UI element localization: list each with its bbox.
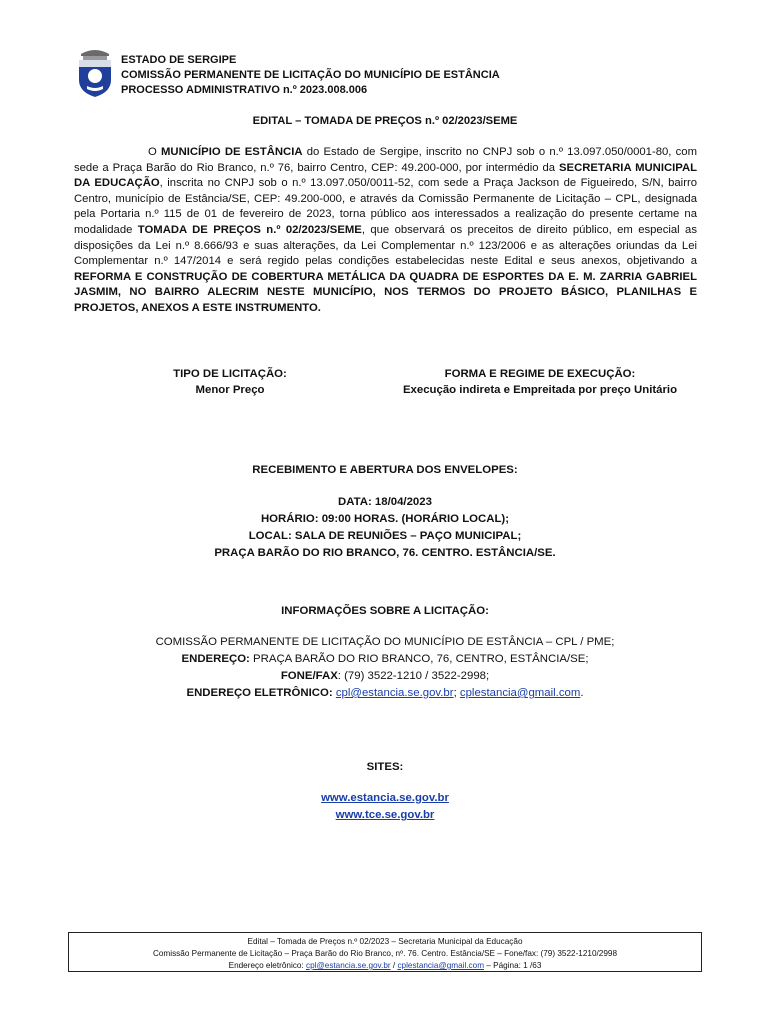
footer-edital: Edital – Tomada de Preços n.º 02/2023 – Secretaria Municipal da Educação: [247, 937, 523, 946]
email-link-cpl[interactable]: cpl@estancia.se.gov.br: [335, 687, 454, 699]
tipo-value: Menor Preço: [195, 384, 265, 396]
recebimento-local: LOCAL: SALA DE REUNIÕES – PAÇO MUNICIPAL;: [248, 530, 522, 542]
footer-contact: Endereço eletrônico: cpl@estancia.se.gov.br / cplestancia@gmail.com – Página: 1 /63: [228, 961, 542, 970]
recebimento-data: DATA: 18/04/2023: [338, 496, 432, 508]
footer-email-gmail[interactable]: cplestancia@gmail.com: [397, 961, 485, 970]
sites-list: [0, 790, 770, 824]
forma-execucao: [380, 366, 700, 398]
site-link-estancia[interactable]: www.estancia.se.gov.br: [321, 792, 449, 804]
informacoes-endereco: ENDEREÇO: PRAÇA BARÃO DO RIO BRANCO, 76, CENTRO, ESTÂNCIA/SE;: [181, 653, 589, 665]
page-footer: [68, 932, 702, 972]
header-state: ESTADO DE SERGIPE: [121, 54, 237, 66]
informacoes-details: [0, 634, 770, 702]
page-number: – Página: 1 /63: [484, 961, 542, 970]
preamble-paragraph: O MUNICÍPIO DE ESTÂNCIA do Estado de Sergipe, inscrito no CNPJ sob o n.º 13.097.050/0001-80, com sede a Praça Barão do Rio Branco, n.º 76, bairro Centro, CEP: 49.200-000, por intermédio da SECRETARIA MUNICIPAL DA EDUCAÇÃO, inscrita no CNPJ sob o n.º 13.097.050/0011-52, com sede a Praça Jackson de Figueiredo, S/N, bairro Centro, município de Estância/SE, CEP: 49.200-000, e através da Comissão Permanente de Licitação – CPL, designada pela Portaria n.º 115 de 01 de fevereiro de 2023, torna público aos interessados a realização do presente certame na modalidade TOMADA DE PREÇOS n.º 02/2023/SEME, que observará os preceitos de direito público, em especial as disposições da Lei n.º 8.666/93 e suas alterações, da Lei Complementar n.º 123/2006 e as alterações oriundas da Lei Complementar n.º 147/2014 e será regido pelas condições estabelecidas neste Edital e seus anexos, objetivando a REFORMA E CONSTRUÇÃO DE COBERTURA METÁLICA DA QUADRA DE ESPORTES DA E. M. ZARRIA GABRIEL JASMIM, NO BAIRRO ALECRIM NESTE MUNICÍPIO, NOS TERMOS DO PROJETO BÁSICO, PLANILHAS E PROJETOS, ANEXOS A ESTE INSTRUMENTO.: [74, 146, 698, 314]
footer-email-cpl[interactable]: cpl@estancia.se.gov.br: [305, 961, 391, 970]
municipal-crest-icon: [75, 46, 115, 98]
sites-heading: SITES:: [366, 761, 404, 773]
header-process: PROCESSO ADMINISTRATIVO n.º 2023.008.006: [121, 84, 368, 96]
site-link-tce[interactable]: www.tce.se.gov.br: [335, 809, 435, 821]
tipo-label: TIPO DE LICITAÇÃO:: [173, 368, 287, 380]
document-title: EDITAL – TOMADA DE PREÇOS n.º 02/2023/SEME: [252, 115, 518, 127]
forma-label: FORMA E REGIME DE EXECUÇÃO:: [444, 368, 636, 380]
recebimento-endereco: PRAÇA BARÃO DO RIO BRANCO, 76. CENTRO. ESTÂNCIA/SE.: [214, 547, 556, 559]
informacoes-email: ENDEREÇO ELETRÔNICO: cpl@estancia.se.gov.br; cplestancia@gmail.com.: [186, 687, 584, 699]
recebimento-details: [0, 494, 770, 562]
informacoes-heading: INFORMAÇÕES SOBRE A LICITAÇÃO:: [281, 605, 489, 617]
informacoes-fone: FONE/FAX: (79) 3522-1210 / 3522-2998;: [280, 670, 490, 682]
footer-address: Comissão Permanente de Licitação – Praça Barão do Rio Branco, nº. 76. Centro. Estância/SE – Fone/fax: (79) 3522-1210/2998: [152, 949, 618, 958]
header-commission: COMISSÃO PERMANENTE DE LICITAÇÃO DO MUNICÍPIO DE ESTÂNCIA: [121, 69, 500, 81]
informacoes-comissao: COMISSÃO PERMANENTE DE LICITAÇÃO DO MUNICÍPIO DE ESTÂNCIA – CPL / PME;: [155, 636, 615, 648]
recebimento-horario: HORÁRIO: 09:00 HORAS. (HORÁRIO LOCAL);: [260, 513, 510, 525]
forma-value: Execução indireta e Empreitada por preço Unitário: [402, 384, 678, 396]
recebimento-heading: RECEBIMENTO E ABERTURA DOS ENVELOPES:: [252, 464, 518, 476]
email-link-gmail[interactable]: cplestancia@gmail.com: [459, 687, 581, 699]
tipo-licitacao: [150, 366, 310, 398]
